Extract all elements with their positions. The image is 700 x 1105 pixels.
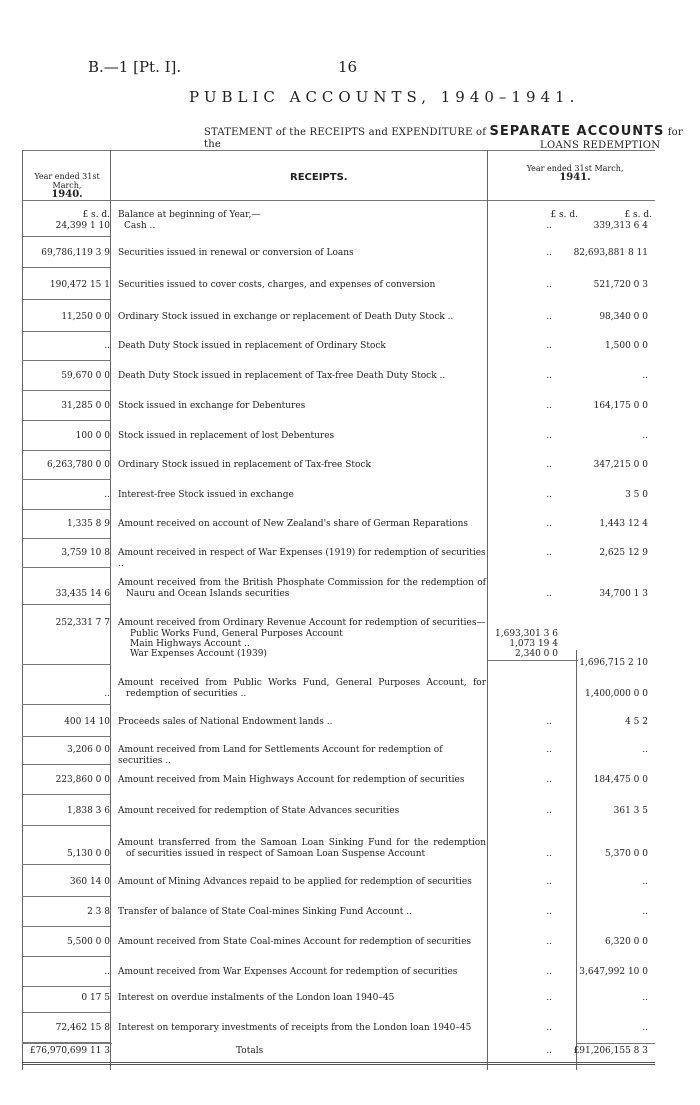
prev-year-amount: 223,860 0 0: [55, 775, 110, 785]
prev-year-amount: 252,331 7 7: [55, 618, 110, 628]
row-rule: [22, 538, 110, 539]
row-rule: [22, 736, 110, 737]
row-label: Proceeds sales of National Endowment lands ..: [118, 717, 333, 727]
prev-year-value: 1940.: [51, 189, 83, 200]
prev-year-amount: 400 14 10: [64, 717, 110, 727]
current-year-amount: ..: [642, 431, 648, 441]
current-year-label: Year ended 31st March,: [526, 164, 624, 173]
row-rule: [22, 267, 110, 268]
current-year-amount: 1,400,000 0 0: [585, 689, 648, 699]
row-rule: [22, 864, 110, 865]
current-year-amount: 1,696,715 2 10: [579, 658, 648, 668]
current-year-amount: ..: [642, 371, 648, 381]
prev-year-amount: 2 3 8: [87, 907, 110, 917]
totals-rule: [576, 1043, 655, 1044]
mid-amount: ..: [546, 519, 552, 529]
prev-year-amount: 100 0 0: [75, 431, 110, 441]
mid-amount: ..: [546, 280, 552, 290]
row-label: Ordinary Stock issued in replacement of Tax-free Stock: [118, 460, 371, 470]
statement-bold-title: SEPARATE ACCOUNTS: [489, 124, 665, 139]
mid-amount: ..: [546, 1046, 552, 1056]
row-label: Amount received in respect of War Expenses (1919) for redemption of securities ..: [118, 548, 486, 569]
row-label: Amount received from Public Works Fund, General Purposes Account, for: [118, 678, 486, 688]
row-rule: [22, 450, 110, 451]
table-row: [22, 578, 655, 602]
prev-year-amount: 1,838 3 6: [67, 806, 110, 816]
table-row: [22, 280, 655, 304]
table-row: [22, 460, 655, 484]
mid-amount: ..: [546, 849, 552, 859]
row-rule: [22, 926, 110, 927]
row-rule: [22, 420, 110, 421]
row-label: Death Duty Stock issued in replacement of Ordinary Stock: [118, 341, 386, 351]
current-year-amount: 164,175 0 0: [593, 401, 648, 411]
row-label: Securities issued to cover costs, charges, and expenses of conversion: [118, 280, 436, 290]
prev-year-amount: 6,263,780 0 0: [47, 460, 110, 470]
table-row: [22, 937, 655, 961]
row-rule: [22, 704, 110, 705]
sub-item-amount: 1,693,301 3 6: [495, 629, 558, 639]
mid-amount: ..: [546, 993, 552, 1003]
row-rule: [22, 956, 110, 957]
prev-year-amount: 3,206 0 0: [67, 745, 110, 755]
page-number: 16: [338, 58, 358, 76]
table-row: [22, 907, 655, 931]
current-year-amount: 184,475 0 0: [593, 775, 648, 785]
totals-rule: [22, 1043, 112, 1044]
row-label: Amount received from the British Phosphate Commission for the redemption of: [118, 578, 486, 588]
current-year-amount: 1,443 12 4: [599, 519, 648, 529]
mid-amount: ..: [546, 431, 552, 441]
mid-amount: ..: [546, 806, 552, 816]
row-label: Securities issued in renewal or conversion of Loans: [118, 248, 354, 258]
mid-amount: ..: [546, 937, 552, 947]
mid-amount: ..: [546, 221, 552, 231]
row-label: Cash ..: [124, 221, 156, 231]
table-row: [22, 967, 655, 991]
table-row: [22, 548, 655, 572]
row-rule: [22, 236, 110, 237]
mid-amount: ..: [546, 371, 552, 381]
row-rule: [22, 390, 110, 391]
row-rule: [22, 604, 110, 605]
row-heading: Balance at beginning of Year,—: [118, 210, 261, 220]
prev-year-amount: 5,130 0 0: [67, 849, 110, 859]
row-rule: [22, 794, 110, 795]
prev-year-amount: 190,472 15 1: [49, 280, 110, 290]
document-reference: B.—1 [Pt. I].: [88, 58, 182, 76]
mid-amount: ..: [546, 967, 552, 977]
row-label: Amount received from State Coal-mines Account for redemption of securities: [118, 937, 472, 947]
row-label-continued: Nauru and Ocean Islands securities: [126, 589, 290, 599]
sub-item-amount: 2,340 0 0: [515, 649, 558, 659]
table-row: [22, 678, 655, 702]
prev-year-amount: 11,250 0 0: [61, 312, 110, 322]
mid-amount: ..: [546, 877, 552, 887]
mid-amount: ..: [546, 589, 552, 599]
table-top-rule: [22, 150, 655, 151]
row-rule: [22, 331, 110, 332]
prev-year-amount: ..: [104, 967, 110, 977]
table-row: [22, 838, 655, 862]
sub-item-amount: 1,073 19 4: [509, 639, 558, 649]
row-label: Interest on temporary investments of receipts from the London loan 1940–45: [118, 1023, 472, 1033]
row-label: Amount of Mining Advances repaid to be applied for redemption of securities: [118, 877, 472, 887]
current-year-amount: 521,720 0 3: [593, 280, 648, 290]
table-row: [22, 210, 655, 234]
currency-header-left: £ s. d.: [82, 210, 110, 220]
current-year-amount: 347,215 0 0: [593, 460, 648, 470]
mid-amount: ..: [546, 460, 552, 470]
current-year-amount: ..: [642, 993, 648, 1003]
table-bottom-rule: [22, 1062, 655, 1065]
table-row: [22, 806, 655, 830]
table-row: [22, 618, 655, 668]
row-label: Amount received from Land for Settlements Account for redemption of securities ..: [118, 745, 443, 766]
prev-year-label: Year ended 31st March,: [34, 172, 100, 190]
row-label: Amount received from War Expenses Account for redemption of securities: [118, 967, 458, 977]
statement-prefix: STATEMENT of the RECEIPTS and EXPENDITURE of: [204, 127, 487, 138]
prev-year-amount: 24,399 1 10: [55, 221, 110, 231]
mid-amount: ..: [546, 907, 552, 917]
row-label: Interest-free Stock issued in exchange: [118, 490, 294, 500]
mid-amount: ..: [546, 1023, 552, 1033]
row-rule: [22, 1012, 110, 1013]
table-row: [22, 717, 655, 741]
row-label: Ordinary Stock issued in exchange or replacement of Death Duty Stock ..: [118, 312, 454, 322]
mid-amount: ..: [546, 401, 552, 411]
prev-year-amount: 31,285 0 0: [61, 401, 110, 411]
receipts-header: RECEIPTS.: [290, 172, 348, 183]
totals-label: Totals: [236, 1046, 264, 1056]
table-row: [22, 341, 655, 365]
row-rule: [22, 764, 110, 765]
current-year-amount: ..: [642, 907, 648, 917]
row-rule: [22, 479, 110, 480]
prev-year-amount: ..: [104, 490, 110, 500]
table-row: [22, 775, 655, 799]
row-label: Amount received from Main Highways Account for redemption of securities: [118, 775, 465, 785]
current-year-amount: 2,625 12 9: [599, 548, 648, 558]
page-title: PUBLIC ACCOUNTS, 1940–1941.: [189, 88, 580, 106]
totals-row: [22, 1046, 655, 1062]
prev-year-total: £76,970,699 11 3: [29, 1046, 110, 1056]
sub-item-label: Main Highways Account ..: [130, 639, 250, 649]
sub-item-label: Public Works Fund, General Purposes Account: [130, 629, 343, 639]
current-year-amount: 361 3 5: [613, 806, 648, 816]
prev-year-amount: 3,759 10 8: [61, 548, 110, 558]
current-year-header: [500, 164, 650, 182]
current-year-amount: 339,313 6 4: [593, 221, 648, 231]
row-rule: [22, 567, 110, 568]
table-row: [22, 401, 655, 425]
current-year-amount: 82,693,881 8 11: [573, 248, 648, 258]
statement-subtitle: LOANS REDEMPTION: [540, 140, 661, 151]
current-year-amount: ..: [642, 877, 648, 887]
prev-year-amount: 5,500 0 0: [67, 937, 110, 947]
table-row: [22, 1023, 655, 1047]
prev-year-amount: 69,786,119 3 9: [41, 248, 110, 258]
current-year-amount: ..: [642, 745, 648, 755]
row-label-continued: redemption of securities ..: [126, 689, 247, 699]
row-label: Stock issued in replacement of lost Debentures: [118, 431, 335, 441]
row-label: Amount received for redemption of State Advances securities: [118, 806, 400, 816]
row-rule: [22, 664, 110, 665]
statement-suffix: for the: [204, 127, 683, 150]
current-year-amount: 98,340 0 0: [599, 312, 648, 322]
sub-item-label: War Expenses Account (1939): [130, 649, 267, 659]
prev-year-amount: 1,335 8 9: [67, 519, 110, 529]
table-row: [22, 312, 655, 336]
row-label: Transfer of balance of State Coal-mines Sinking Fund Account ..: [118, 907, 412, 917]
prev-year-amount: 72,462 15 8: [55, 1023, 110, 1033]
table-row: [22, 993, 655, 1017]
prev-year-amount: 59,670 0 0: [61, 371, 110, 381]
table-row: [22, 248, 655, 272]
row-rule: [22, 986, 110, 987]
mid-amount: ..: [546, 341, 552, 351]
row-rule: [22, 825, 110, 826]
table-row: [22, 431, 655, 455]
current-year-amount: 3 5 0: [625, 490, 648, 500]
row-label: Interest on overdue instalments of the London loan 1940–45: [118, 993, 395, 1003]
table-row: [22, 745, 655, 769]
row-label: Amount transferred from the Samoan Loan Sinking Fund for the redemption: [118, 838, 486, 848]
prev-year-amount: ..: [104, 689, 110, 699]
row-rule: [22, 896, 110, 897]
row-label: Stock issued in exchange for Debentures: [118, 401, 306, 411]
mid-amount: ..: [546, 490, 552, 500]
prev-year-amount: 33,435 14 6: [55, 589, 110, 599]
mid-amount: ..: [546, 745, 552, 755]
current-year-total: £91,206,155 8 3: [573, 1046, 648, 1056]
currency-header-mid: £ s. d.: [550, 210, 578, 220]
current-year-amount: 34,700 1 3: [599, 589, 648, 599]
prev-year-amount: 0 17 5: [81, 993, 110, 1003]
prev-year-amount: 360 14 0: [69, 877, 110, 887]
current-year-amount: 1,500 0 0: [605, 341, 648, 351]
row-rule: [22, 360, 110, 361]
row-label: Amount received on account of New Zealand's share of German Reparations: [118, 519, 468, 529]
current-year-value: 1941.: [559, 172, 591, 183]
current-year-amount: 4 5 2: [625, 717, 648, 727]
table-row: [22, 490, 655, 514]
current-year-amount: 3,647,992 10 0: [579, 967, 648, 977]
row-rule: [22, 509, 110, 510]
mid-amount: ..: [546, 775, 552, 785]
table-row: [22, 371, 655, 395]
current-year-amount: 5,370 0 0: [605, 849, 648, 859]
table-row: [22, 519, 655, 543]
table-header-rule: [22, 200, 655, 201]
row-label-continued: of securities issued in respect of Samoan Loan Suspense Account: [126, 849, 426, 859]
mid-amount: ..: [546, 717, 552, 727]
row-label: Amount received from Ordinary Revenue Account for redemption of securities—: [118, 618, 486, 628]
current-year-amount: 6,320 0 0: [605, 937, 648, 947]
row-label: Death Duty Stock issued in replacement of Tax-free Death Duty Stock ..: [118, 371, 446, 381]
row-rule: [22, 299, 110, 300]
table-row: [22, 877, 655, 901]
mid-amount: ..: [546, 548, 552, 558]
prev-year-header: [24, 172, 110, 199]
currency-header-right: £ s. d.: [624, 210, 652, 220]
prev-year-amount: ..: [104, 341, 110, 351]
current-year-amount: ..: [642, 1023, 648, 1033]
mid-amount: ..: [546, 312, 552, 322]
mid-amount: ..: [546, 248, 552, 258]
